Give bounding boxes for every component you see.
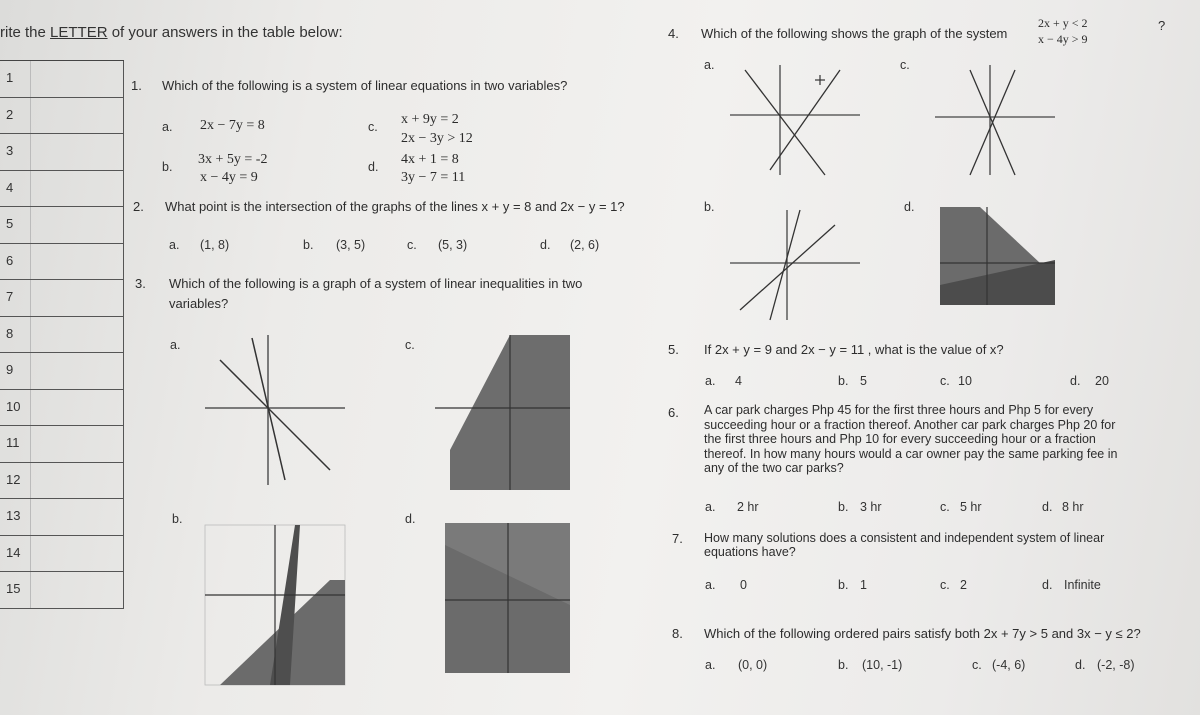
answer-cell-divider	[30, 317, 31, 353]
q5-d-value: 20	[1095, 374, 1109, 388]
q8-b-label: b.	[838, 658, 849, 672]
q8-c-value: (-4, 6)	[992, 658, 1026, 672]
answer-row[interactable]	[0, 426, 124, 463]
q4-text: Which of the following shows the graph of the system	[701, 26, 1008, 41]
q6-line-3: the first three hours and Php 10 for every succeeding hour or a fraction	[704, 432, 1096, 446]
answer-row-number: 12	[6, 471, 21, 487]
q4-c-label: c.	[900, 58, 910, 72]
q7-a-label: a.	[705, 578, 716, 592]
answer-row-number: 15	[6, 581, 21, 596]
q7-c-label: c.	[940, 578, 950, 592]
q3-number: 3.	[135, 276, 146, 291]
answer-cell-divider	[30, 244, 31, 280]
q5-b-value: 5	[860, 374, 867, 388]
q7-line-2: equations have?	[704, 545, 796, 559]
answer-row[interactable]	[0, 536, 124, 573]
q2-number: 2.	[133, 199, 144, 214]
answer-cell-divider	[30, 134, 31, 170]
q1-b-label: b.	[162, 160, 173, 174]
answer-row[interactable]	[0, 353, 124, 390]
q3-d-label: d.	[405, 512, 416, 526]
q3-text-line1: Which of the following is a graph of a system of linear inequalities in two	[169, 276, 583, 291]
q6-a-label: a.	[705, 500, 716, 514]
q3-graph-a	[200, 330, 350, 490]
q8-c-label: c.	[972, 658, 982, 672]
q8-a-label: a.	[705, 658, 716, 672]
q5-a-label: a.	[705, 374, 716, 388]
q3-graph-b	[200, 520, 350, 690]
header-letter: LETTER	[50, 24, 108, 41]
answer-cell-divider	[30, 353, 31, 389]
q6-d-value: 8 hr	[1062, 500, 1084, 514]
q4-graph-c	[930, 60, 1060, 180]
answer-row[interactable]	[0, 280, 124, 317]
q7-b-value: 1	[860, 578, 867, 592]
q8-a-value: (0, 0)	[738, 658, 768, 672]
q7-line-1: How many solutions does a consistent and independent system of linear	[704, 531, 1105, 545]
q8-text: Which of the following ordered pairs satisfy both 2x + 7y > 5 and 3x − y ≤ 2?	[704, 626, 1141, 641]
q2-b-value: (3, 5)	[336, 238, 366, 252]
q6-c-value: 5 hr	[960, 500, 982, 514]
q7-a-value: 0	[740, 578, 747, 592]
q1-b-eq1: 3x + 5y = -2	[198, 152, 268, 167]
answer-row[interactable]	[0, 499, 124, 536]
q1-d-eq1: 4x + 1 = 8	[401, 152, 459, 167]
q4-a-label: a.	[704, 58, 715, 72]
q4-d-label: d.	[904, 200, 915, 214]
answer-cell-divider	[30, 390, 31, 426]
answer-row-number: 7	[6, 289, 14, 304]
answer-table	[0, 60, 124, 609]
q5-c-label: c.	[940, 374, 950, 388]
q6-text	[704, 403, 1117, 476]
q2-c-label: c.	[407, 238, 417, 252]
answer-row[interactable]	[0, 317, 124, 354]
q1-c-label: c.	[368, 120, 378, 134]
q3-b-label: b.	[172, 512, 183, 526]
q5-c-value: 10	[958, 374, 972, 388]
q7-d-label: d.	[1042, 578, 1053, 592]
answer-row[interactable]	[0, 463, 124, 500]
q2-c-value: (5, 3)	[438, 238, 468, 252]
q5-text: If 2x + y = 9 and 2x − y = 11 , what is the value of x?	[704, 342, 1004, 357]
answer-cell-divider	[30, 98, 31, 134]
q4-graph-d	[935, 205, 1060, 315]
instructions-header	[0, 24, 343, 41]
q8-d-value: (-2, -8)	[1097, 658, 1135, 672]
answer-row-number: 10	[6, 398, 21, 414]
q5-b-label: b.	[838, 374, 849, 388]
answer-row-number: 3	[6, 143, 14, 158]
answer-row[interactable]	[0, 207, 124, 244]
q1-d-eq2: 3y − 7 = 11	[401, 170, 466, 185]
q4-system-1: 2x + y < 2	[1038, 16, 1088, 30]
q6-line-1: A car park charges Php 45 for the first three hours and Php 5 for every	[704, 403, 1094, 417]
q6-line-5: any of the two car parks?	[704, 461, 844, 475]
answer-row[interactable]	[0, 98, 124, 135]
q6-c-label: c.	[940, 500, 950, 514]
q3-text-line2: variables?	[169, 296, 229, 311]
q3-c-label: c.	[405, 338, 415, 352]
answer-row[interactable]	[0, 390, 124, 427]
q1-a-eq: 2x − 7y = 8	[200, 118, 265, 133]
header-suffix: of your answers in the table below:	[107, 24, 343, 41]
q2-d-label: d.	[540, 238, 551, 252]
answer-row[interactable]	[0, 61, 124, 98]
answer-row-number: 14	[6, 544, 21, 560]
answer-row-number: 8	[6, 325, 14, 341]
q4-number: 4.	[668, 26, 679, 41]
answer-row-number: 1	[6, 70, 14, 85]
q6-line-4: thereof. In how many hours would a car owner pay the same parking fee in	[704, 446, 1118, 461]
q4-graph-b	[725, 205, 865, 325]
q2-text: What point is the intersection of the graphs of the lines x + y = 8 and 2x − y = 1?	[165, 199, 625, 214]
q4-b-label: b.	[704, 200, 715, 214]
q1-text: Which of the following is a system of linear equations in two variables?	[162, 78, 568, 93]
answer-row[interactable]	[0, 244, 124, 281]
q6-line-2: succeeding hour or a fraction thereof. Another car park charges Php 20 for	[704, 417, 1116, 432]
q8-b-value: (10, -1)	[862, 658, 903, 672]
q6-number: 6.	[668, 405, 679, 420]
answer-cell-divider	[30, 426, 31, 462]
q2-b-label: b.	[303, 238, 314, 252]
answer-row-number: 4	[6, 179, 14, 195]
q5-d-label: d.	[1070, 374, 1081, 388]
q4-graph-a	[725, 60, 865, 180]
answer-cell-divider	[30, 499, 31, 535]
answer-row-number: 2	[6, 106, 14, 122]
q6-b-value: 3 hr	[860, 500, 882, 514]
q1-c-eq2: 2x − 3y > 12	[401, 131, 473, 146]
q4-system-2: x − 4y > 9	[1038, 32, 1088, 46]
q2-a-value: (1, 8)	[200, 238, 230, 252]
q1-a-label: a.	[162, 120, 173, 134]
q6-b-label: b.	[838, 500, 849, 514]
answer-cell-divider	[30, 207, 31, 243]
q5-a-value: 4	[735, 374, 742, 388]
answer-cell-divider	[30, 572, 31, 608]
q3-graph-c	[430, 330, 575, 495]
answer-cell-divider	[30, 171, 31, 207]
q6-a-value: 2 hr	[737, 500, 759, 514]
answer-row-number: 9	[6, 362, 14, 377]
answer-row[interactable]	[0, 134, 124, 171]
q1-d-label: d.	[368, 160, 379, 174]
q3-a-label: a.	[170, 338, 181, 352]
q8-d-label: d.	[1075, 658, 1086, 672]
q1-number: 1.	[131, 78, 142, 93]
q7-b-label: b.	[838, 578, 849, 592]
answer-row-number: 13	[6, 508, 21, 523]
q4-question-mark: ?	[1158, 18, 1166, 33]
q2-d-value: (2, 6)	[570, 238, 600, 252]
answer-row-number: 5	[6, 216, 14, 231]
q1-b-eq2: x − 4y = 9	[200, 170, 258, 185]
answer-row-number: 11	[6, 435, 20, 450]
answer-row[interactable]	[0, 171, 124, 208]
answer-row[interactable]	[0, 572, 124, 609]
q7-c-value: 2	[960, 578, 967, 592]
q7-number: 7.	[672, 531, 683, 546]
answer-cell-divider	[30, 280, 31, 316]
q5-number: 5.	[668, 342, 679, 357]
header-prefix: rite the	[0, 24, 51, 41]
q6-d-label: d.	[1042, 500, 1053, 514]
answer-cell-divider	[30, 536, 31, 572]
q7-d-value: Infinite	[1064, 578, 1101, 592]
answer-row-number: 6	[6, 252, 14, 268]
q2-a-label: a.	[169, 238, 180, 252]
q8-number: 8.	[672, 626, 683, 641]
answer-cell-divider	[30, 463, 31, 499]
answer-cell-divider	[30, 61, 31, 97]
q3-graph-d	[440, 515, 575, 685]
q1-c-eq1: x + 9y = 2	[401, 112, 459, 127]
